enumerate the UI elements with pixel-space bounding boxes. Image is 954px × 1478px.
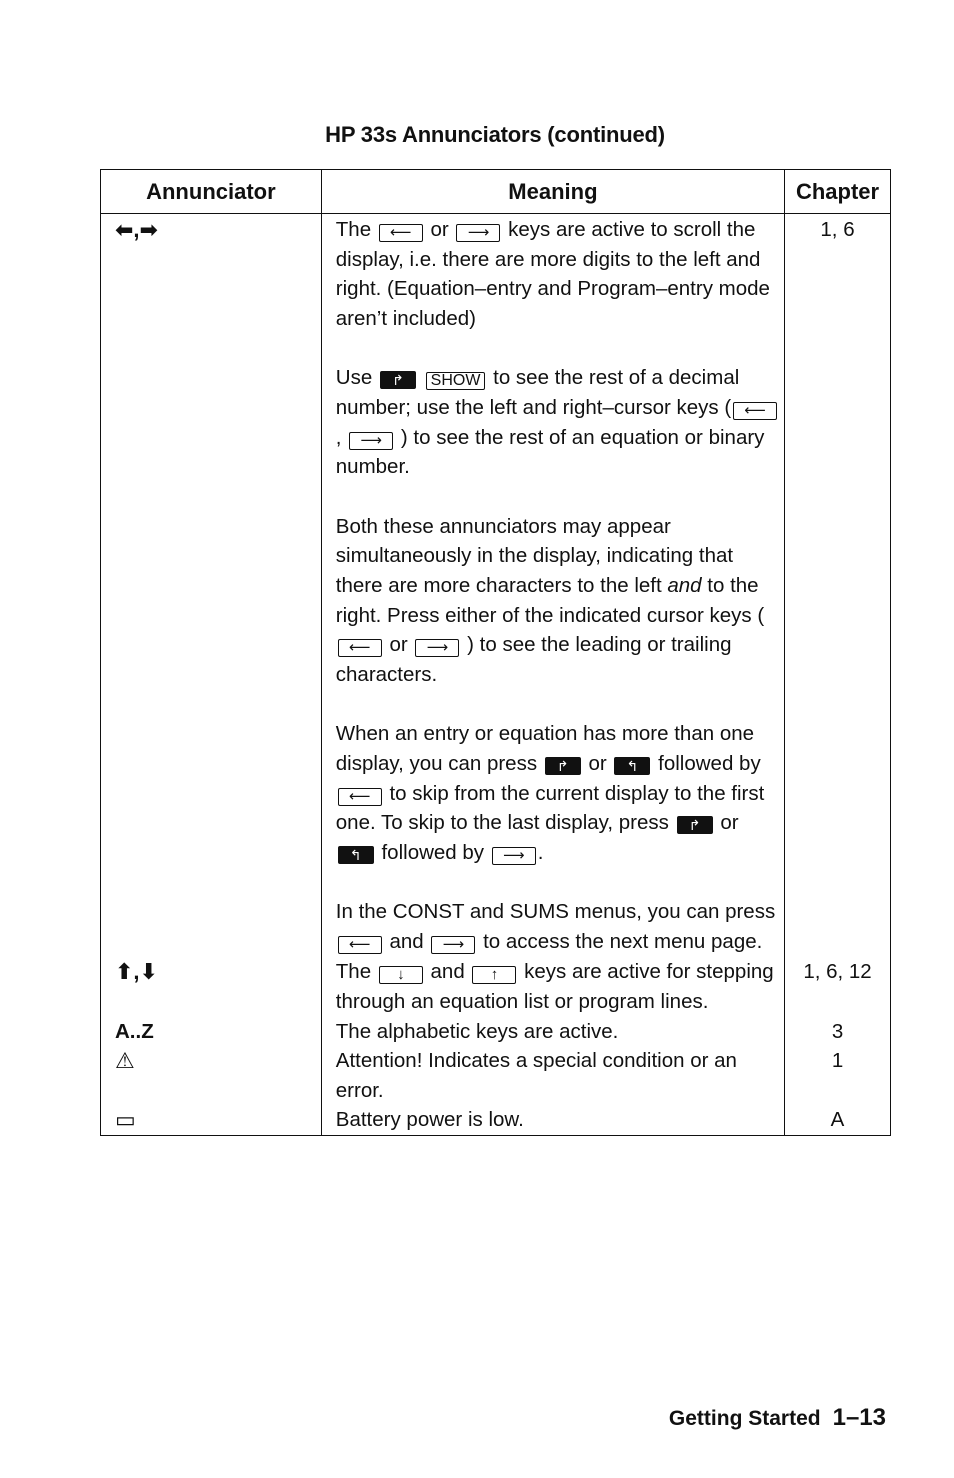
right-arrow-key-icon: ⟶ [431, 936, 475, 954]
page-title: HP 33s Annunciators (continued) [325, 122, 665, 147]
left-shift-key-icon: ↰ [338, 846, 374, 864]
right-shift-key-icon: ↱ [677, 816, 713, 834]
alpha-annunciator: A..Z [101, 1017, 322, 1047]
table-row [101, 1046, 891, 1105]
text: keys are active to scroll the display, i.e. there are more digits to the left and right. (Equation–entry and Program–entry mode aren’t included) [335, 218, 770, 330]
text: and [430, 960, 465, 984]
text: to the right. Press either of the indicated cursor keys ( [335, 573, 765, 627]
meaning-cell: Attention! Indicates a special condition or an error. [321, 1046, 784, 1105]
chapter-cell: 1, 6, 12 [785, 956, 891, 1016]
page-number: 1–13 [832, 1404, 886, 1431]
down-arrow-key-icon: ↓ [379, 966, 423, 984]
column-header-meaning: Meaning [321, 170, 784, 214]
right-shift-key-icon: ↱ [380, 371, 416, 389]
text: The [335, 960, 372, 984]
meaning-cell [321, 956, 784, 1016]
text: to skip from the current display to the first one. To skip to the last display, press [335, 781, 765, 835]
text: or [588, 751, 607, 775]
text: followed by [381, 840, 485, 864]
text: The [335, 218, 372, 241]
column-header-chapter: Chapter [785, 170, 891, 214]
left-arrow-key-icon: ⟵ [733, 402, 777, 420]
meaning-paragraph [336, 363, 782, 481]
meaning-cell [321, 214, 784, 957]
text: Use [335, 366, 373, 390]
left-arrow-key-icon: ⟵ [379, 224, 423, 242]
meaning-paragraph [336, 897, 782, 956]
table-row [101, 1017, 891, 1047]
scroll-arrows-icon: ⬅,➡ [101, 214, 322, 957]
chapter-cell: 1, 6 [785, 214, 891, 957]
right-arrow-key-icon: ⟶ [349, 432, 393, 450]
text: and [389, 929, 424, 953]
meaning-cell: Battery power is low. [321, 1105, 784, 1135]
meaning-paragraph [336, 512, 782, 690]
right-arrow-key-icon: ⟶ [492, 847, 536, 865]
text: to access the next menu page. [483, 929, 763, 953]
chapter-cell: 3 [785, 1017, 891, 1047]
show-key-icon: SHOW [426, 372, 486, 390]
right-shift-key-icon: ↱ [545, 757, 581, 775]
text: When an entry or equation has more than one display, you can press [335, 722, 755, 775]
left-arrow-key-icon: ⟵ [338, 639, 382, 657]
table-row [101, 214, 891, 957]
meaning-paragraph [336, 719, 782, 867]
text: ) to see the leading or trailing characters. [335, 633, 732, 686]
text: followed by [658, 751, 761, 775]
right-arrow-key-icon: ⟶ [415, 639, 459, 657]
left-arrow-key-icon: ⟵ [338, 788, 382, 806]
table-header-row [101, 170, 891, 214]
text: or [720, 811, 739, 835]
table-row [101, 1105, 891, 1135]
page-footer [669, 1404, 886, 1432]
table-row [101, 956, 891, 1016]
warning-icon: ⚠ [101, 1046, 322, 1105]
up-down-arrows-icon: ⬆,⬇ [101, 956, 322, 1016]
text: or [389, 633, 408, 657]
text: In the CONST and SUMS menus, you can press [335, 900, 776, 924]
left-arrow-key-icon: ⟵ [338, 936, 382, 954]
section-name: Getting Started [668, 1407, 821, 1430]
text: or [430, 218, 449, 241]
column-header-annunciator: Annunciator [101, 170, 322, 214]
annunciators-table [100, 169, 891, 1136]
chapter-cell: 1 [785, 1046, 891, 1105]
text: . [537, 840, 544, 864]
chapter-cell: A [785, 1105, 891, 1135]
text: to see the rest of a decimal number; use the left and right–cursor keys ( [335, 366, 740, 419]
left-shift-key-icon: ↰ [614, 757, 650, 775]
text: , [335, 425, 342, 449]
text: ) to see the rest of an equation or binary number. [335, 425, 765, 479]
text: Both these annunciators may appear simultaneously in the display, indicating that there are more characters to the left [335, 514, 734, 597]
meaning-paragraph [336, 215, 782, 333]
text: keys are active for stepping through an equation list or program lines. [335, 960, 774, 1014]
right-arrow-key-icon: ⟶ [456, 224, 500, 242]
meaning-cell: The alphabetic keys are active. [321, 1017, 784, 1047]
emphasis-text: and [667, 573, 702, 597]
battery-icon: ▭ [101, 1105, 322, 1135]
up-arrow-key-icon: ↑ [472, 966, 516, 984]
